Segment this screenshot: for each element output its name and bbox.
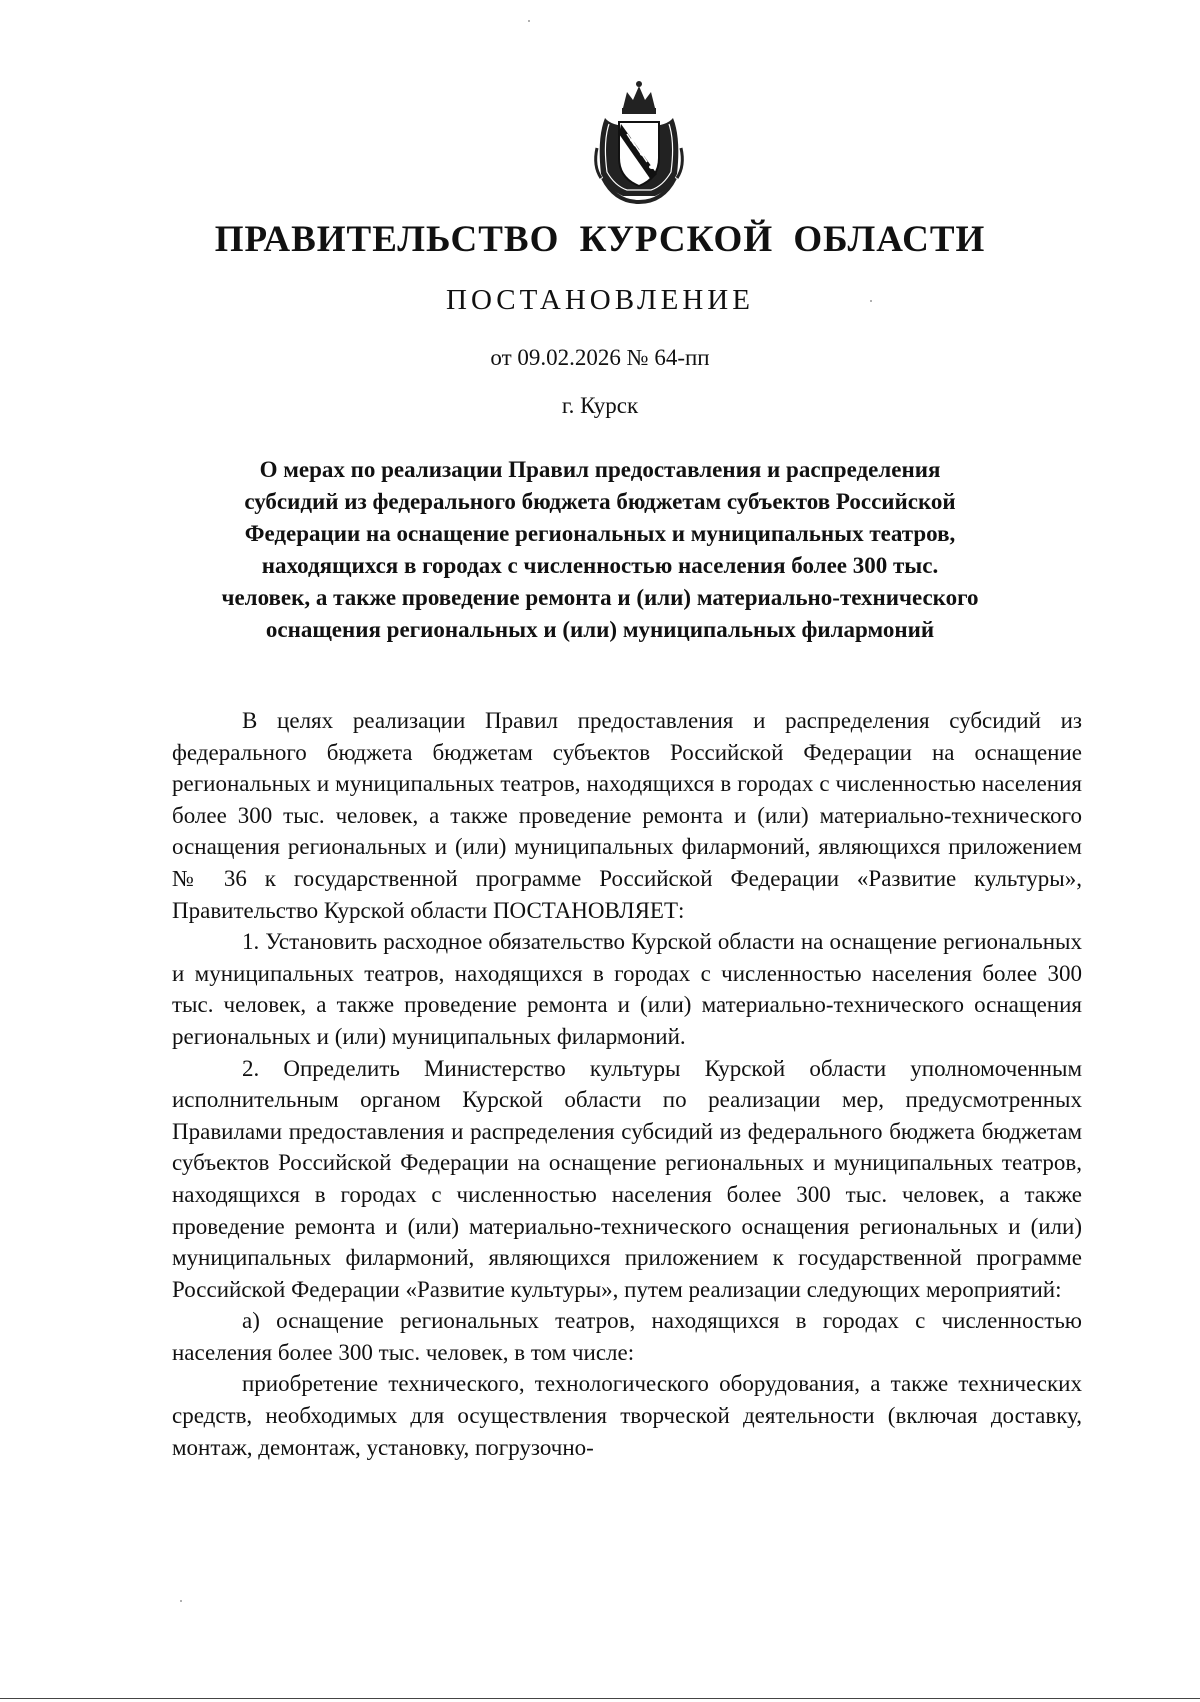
document-type: ПОСТАНОВЛЕНИЕ [446, 284, 754, 316]
document-city: г. Курск [561, 393, 639, 418]
body-paragraph-preamble: В целях реализации Правил предоставления и распределения субсидий из федерального бюджета бюджетам субъектов Российской Федерации на оснащение региональных и муниципальных театров, находящихся в городах с численностью населения более 300 тыс. человек, а также проведение ремонта и (или) материально-технического оснащения региональных и (или) муниципальных филармоний, являющихся приложением № 36 к государственной программе Российской Федерации «Развитие культуры», Правительство Курской области ПОСТАНОВЛЯЕТ: [172, 708, 1082, 923]
body-paragraph-acquisition: приобретение технического, технологического оборудования, а также технических средств, необходимых для осуществления творческой деятельности (включая доставку, монтаж, демонтаж, установку, погрузочно- [172, 1371, 1082, 1460]
document-body [172, 705, 1082, 1463]
scan-speck [870, 300, 872, 302]
subject-line: О мерах по реализации Правил предоставления и распределения [259, 457, 941, 482]
body-paragraph-subitem-a: а) оснащение региональных театров, находящихся в городах с численностью населения более 300 тыс. человек, в том числе: [172, 1308, 1082, 1365]
subject-line: оснащения региональных и (или) муниципальных филармоний [265, 617, 935, 642]
scan-speck [528, 20, 530, 22]
subject-line: субсидий из федерального бюджета бюджетам субъектов Российской [244, 489, 956, 514]
document-date-number: от 09.02.2026 № 64-пп [490, 345, 710, 370]
scan-speck [180, 1600, 182, 1602]
kursk-coat-of-arms-icon [575, 78, 703, 206]
government-title: ПРАВИТЕЛЬСТВО КУРСКОЙ ОБЛАСТИ [214, 219, 986, 260]
subject-line: Федерации на оснащение региональных и муниципальных театров, [244, 521, 956, 546]
page-bottom-rule [0, 1698, 1200, 1699]
subject-line: человек, а также проведение ремонта и (или) материально-технического [221, 585, 979, 610]
body-paragraph-item-1: 1. Установить расходное обязательство Курской области на оснащение региональных и муниципальных театров, находящихся в городах с численностью населения более 300 тыс. человек, а также проведение ремонта и (или) материально-технического оснащения региональных и (или) муниципальных филармоний. [172, 929, 1082, 1049]
document-subject [160, 454, 1040, 646]
body-paragraph-item-2: 2. Определить Министерство культуры Курской области уполномоченным исполнительным органом Курской области по реализации мер, предусмотренных Правилами предоставления и распределения субсидий из федерального бюджета бюджетам субъектов Российской Федерации на оснащение региональных и муниципальных театров, находящихся в городах с численностью населения более 300 тыс. человек, а также проведение ремонта и (или) материально-технического оснащения региональных и (или) муниципальных филармоний, являющихся приложением к государственной программе Российской Федерации «Развитие культуры», путем реализации следующих мероприятий: [172, 1055, 1082, 1302]
subject-line: находящихся в городах с численностью населения более 300 тыс. [261, 553, 939, 578]
